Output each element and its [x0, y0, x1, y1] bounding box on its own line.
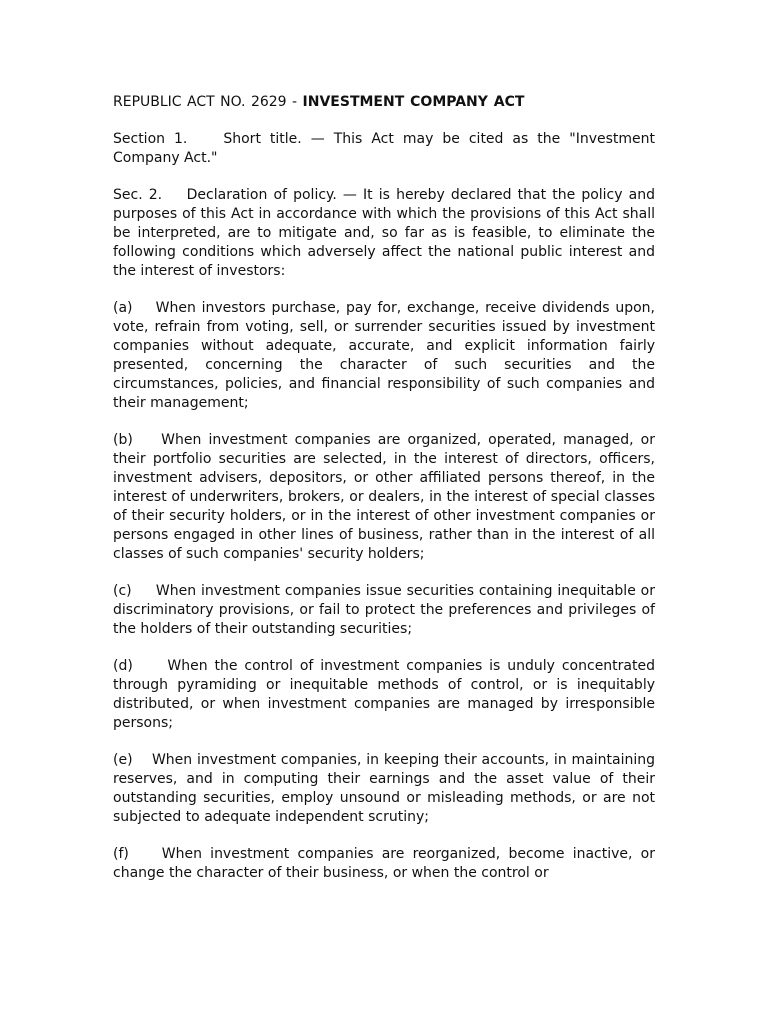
clause-marker: (d) — [113, 658, 168, 674]
clause-marker: (b) — [113, 432, 162, 448]
clause-text: When investment companies, in keeping their accounts, in maintaining reserves, and in computing their earnings and the asset value of their outstanding securities, employ unsound or misleading methods, or are not subjected to adequate independent scrutiny; — [113, 752, 656, 825]
clause-text: When investment companies are organized, operated, managed, or their portfolio securities are selected, in the interest of directors, officers, investment advisers, depositors, or other affiliated persons thereof, in the interest of underwriters, brokers, or dealers, in the interest of special classes of their security holders, or in the interest of other investment companies or persons engaged in other lines of business, rather than in the interest of all classes of such companies' security holders; — [113, 432, 655, 562]
clause-d — [113, 657, 655, 733]
section-marker: Section 1. — [113, 131, 224, 147]
clause-b — [113, 431, 655, 564]
clause-marker: (e) — [113, 752, 152, 768]
section-text: Short title. — This Act may be cited as the "Investment Company Act." — [113, 131, 656, 166]
clause-marker: (f) — [113, 846, 162, 862]
section-text: Declaration of policy. — It is hereby declared that the policy and purposes of this Act in accordance with which the provisions of this Act shall be interpreted, are to mitigate and, so far as is feasible, to eliminate the following conditions which adversely affect the national public interest and the interest of investors: — [113, 187, 655, 279]
clause-text: When investment companies are reorganized, become inactive, or change the character of their business, or when the control or — [113, 846, 656, 881]
title-prefix: REPUBLIC ACT NO. 2629 - — [113, 94, 303, 110]
clause-a — [113, 299, 655, 413]
clause-marker: (a) — [113, 300, 156, 316]
document-page — [113, 93, 655, 901]
section-marker: Sec. 2. — [113, 187, 187, 203]
clause-text: When investment companies issue securities containing inequitable or discriminatory provisions, or fail to protect the preferences and privileges of the holders of their outstanding securities; — [113, 583, 655, 637]
title-act-name: INVESTMENT COMPANY ACT — [302, 94, 525, 110]
clause-text: When investors purchase, pay for, exchange, receive dividends upon, vote, refrain from voting, sell, or surrender securities issued by investment companies without adequate, accurate, and explicit information fairly presented, concerning the character of such securities and the circumstances, policies, and financial responsibility of such companies and their management; — [113, 300, 655, 411]
clause-f — [113, 845, 655, 883]
section-1-short-title — [113, 130, 655, 168]
clause-text: When the control of investment companies is unduly concentrated through pyramiding or inequitable methods of control, or is inequitably distributed, or when investment companies are managed by irresponsible persons; — [113, 658, 655, 731]
clause-marker: (c) — [113, 583, 156, 599]
clause-e — [113, 751, 655, 827]
section-2-declaration-of-policy — [113, 186, 655, 281]
clause-c — [113, 582, 655, 639]
document-title — [113, 93, 655, 112]
